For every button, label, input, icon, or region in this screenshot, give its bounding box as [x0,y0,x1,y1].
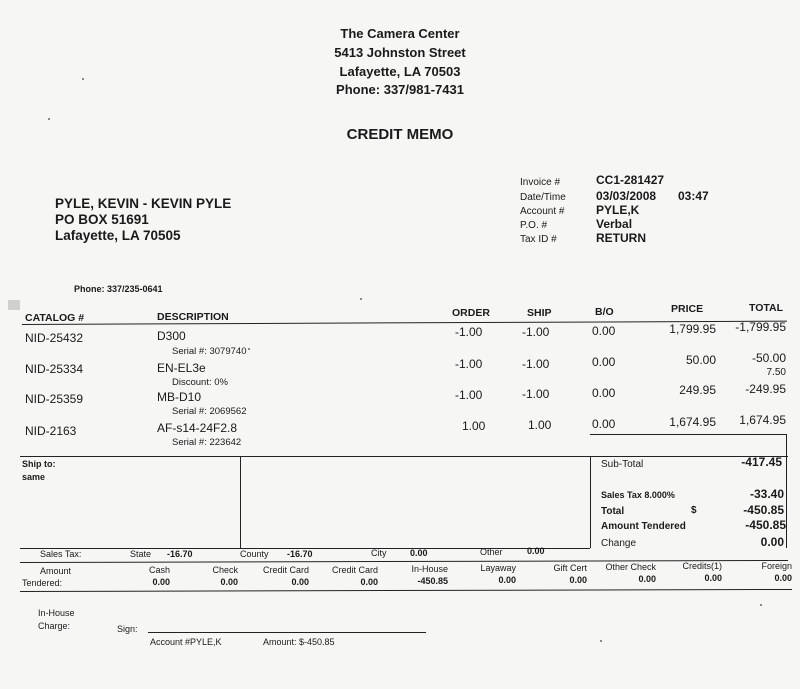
row2-detail: Discount: 0% [172,377,228,388]
po-label: P.O. # [520,220,548,231]
tender-layaway-value: 0.00 [498,575,516,585]
store-address: 5413 Johnston Street [334,45,466,60]
row4-ship: 1.00 [528,418,552,432]
scan-speck [82,78,84,80]
total-value: -450.85 [743,503,784,517]
tender-other-check-value: 0.00 [638,574,656,584]
row3-price: 249.95 [679,383,716,397]
header-bo: B/O [595,306,614,318]
tender-inhouse-value: -450.85 [417,576,448,586]
row2-catalog: NID-25334 [25,362,84,376]
tender-credit-card-1-value: 0.00 [291,577,309,587]
inhouse-account: Account #PYLE,K [150,637,222,647]
city-tax-label: City [371,548,387,558]
ship-section-top-rule [20,456,788,457]
row2-ship: -1.00 [522,357,550,371]
row2-extra: 7.50 [766,367,786,378]
subtotal-value: -417.45 [741,455,782,469]
row3-order: -1.00 [455,388,483,402]
store-phone: Phone: 337/981-7431 [336,82,464,97]
scan-speck [248,348,250,350]
tender-credit-card-1-label: Credit Card [262,565,309,575]
tender-foreign-label: Foreign [761,561,792,571]
subtotal-label: Sub-Total [601,459,644,470]
other-tax-value: 0.00 [527,546,545,556]
row3-catalog: NID-25359 [25,392,84,406]
ship-section-divider-2 [590,456,591,548]
row2-total: -50.00 [751,351,786,365]
inhouse-label-1: In-House [38,608,75,618]
change-label: Change [601,538,637,549]
header-catalog: CATALOG # [25,312,85,324]
po-number: Verbal [596,217,633,231]
store-city: Lafayette, LA 70503 [339,64,461,79]
row2-description: EN-EL3e [157,361,206,375]
sign-label: Sign: [117,624,138,634]
tender-check-label: Check [212,565,238,575]
invoice-number: CC1-281427 [596,173,665,187]
amount-tendered-value: -450.85 [745,518,786,532]
row3-description: MB-D10 [157,390,202,404]
customer-name: PYLE, KEVIN - KEVIN PYLE [55,196,232,211]
header-price: PRICE [671,303,704,315]
header-ship: SHIP [527,307,552,319]
row2-price: 50.00 [685,353,716,367]
row1-description: D300 [157,329,186,343]
row4-catalog: NID-2163 [25,424,77,438]
inhouse-label-2: Charge: [38,621,71,631]
county-tax-value: -16.70 [287,549,313,559]
row4-detail: Serial #: 223642 [172,437,242,448]
tender-other-check-label: Other Check [605,562,656,572]
tender-check-value: 0.00 [220,577,238,587]
tender-cash-value: 0.00 [152,577,170,587]
customer-city: Lafayette, LA 70505 [55,228,181,243]
change-value: 0.00 [760,535,784,549]
scan-speck [760,604,762,606]
ship-to-label: Ship to: [22,459,56,469]
row4-bo: 0.00 [592,417,616,431]
amount-tendered-label: Amount Tendered [601,521,686,532]
row3-total: -249.95 [745,382,786,396]
header-total: TOTAL [749,302,784,314]
tax-id: RETURN [596,231,646,245]
tender-credits-value: 0.00 [704,573,722,583]
invoice-time: 03:47 [678,189,709,203]
tender-credit-card-2-label: Credit Card [331,565,378,575]
row1-detail: Serial #: 3079740 [172,346,247,357]
account-label: Account # [520,206,565,217]
county-tax-label: County [240,549,269,559]
row1-price: 1,799.95 [669,322,716,336]
signature-line [148,632,426,633]
row2-order: -1.00 [455,357,483,371]
ship-to-value: same [22,472,46,482]
row3-ship: -1.00 [522,387,550,401]
amount-tendered-row-label-1: Amount [40,566,72,576]
tender-gift-cert-label: Gift Cert [553,563,587,573]
tender-inhouse-label: In-House [411,564,448,574]
tender-layaway-label: Layaway [480,563,516,573]
scan-speck [360,298,362,300]
row1-ship: -1.00 [522,325,550,339]
header-description: DESCRIPTION [157,311,229,323]
sales-tax-value: -33.40 [749,487,784,501]
invoice-date: 03/03/2008 [596,189,657,203]
inhouse-amount: Amount: $-450.85 [263,637,335,647]
ship-section-divider-1 [240,456,241,548]
tender-credit-card-2-value: 0.00 [360,577,378,587]
scan-speck [48,118,50,120]
store-name: The Camera Center [340,26,460,41]
account-number: PYLE,K [596,203,640,217]
totals-right-border [786,434,787,548]
amount-tendered-row-label-2: Tendered: [22,578,63,588]
row3-detail: Serial #: 2069562 [172,406,247,417]
total-currency: $ [691,505,697,516]
total-label: Total [601,506,625,517]
invoice-label: Invoice # [520,177,561,188]
totals-top-rule [590,434,787,435]
row3-bo: 0.00 [592,386,616,400]
row1-total: -1,799.95 [735,320,786,334]
row4-order: 1.00 [462,419,486,433]
state-tax-label: State [130,549,152,559]
tender-credits-label: Credits(1) [682,561,722,571]
document-title: CREDIT MEMO [346,126,454,143]
customer-phone: Phone: 337/235-0641 [74,284,163,294]
row2-bo: 0.00 [592,355,616,369]
row4-price: 1,674.95 [669,415,716,429]
state-tax-value: -16.70 [167,549,193,559]
row4-description: AF-s14-24F2.8 [157,421,238,435]
tender-gift-cert-value: 0.00 [569,575,587,585]
row1-order: -1.00 [455,325,483,339]
taxid-label: Tax ID # [520,234,557,245]
row4-total: 1,674.95 [739,413,786,427]
customer-address: PO BOX 51691 [55,212,149,227]
datetime-label: Date/Time [520,192,566,203]
scan-speck [8,300,20,310]
tender-cash-label: Cash [148,565,170,575]
row1-bo: 0.00 [592,324,616,338]
sales-tax-label: Sales Tax 8.000% [601,490,675,500]
city-tax-value: 0.00 [410,548,428,558]
row1-catalog: NID-25432 [25,331,84,345]
sales-tax-line-label: Sales Tax: [40,549,82,559]
header-order: ORDER [452,307,490,319]
tender-bottom-rule [20,589,792,592]
other-tax-label: Other [480,547,503,557]
tender-foreign-value: 0.00 [774,573,792,583]
scan-speck [600,640,602,642]
